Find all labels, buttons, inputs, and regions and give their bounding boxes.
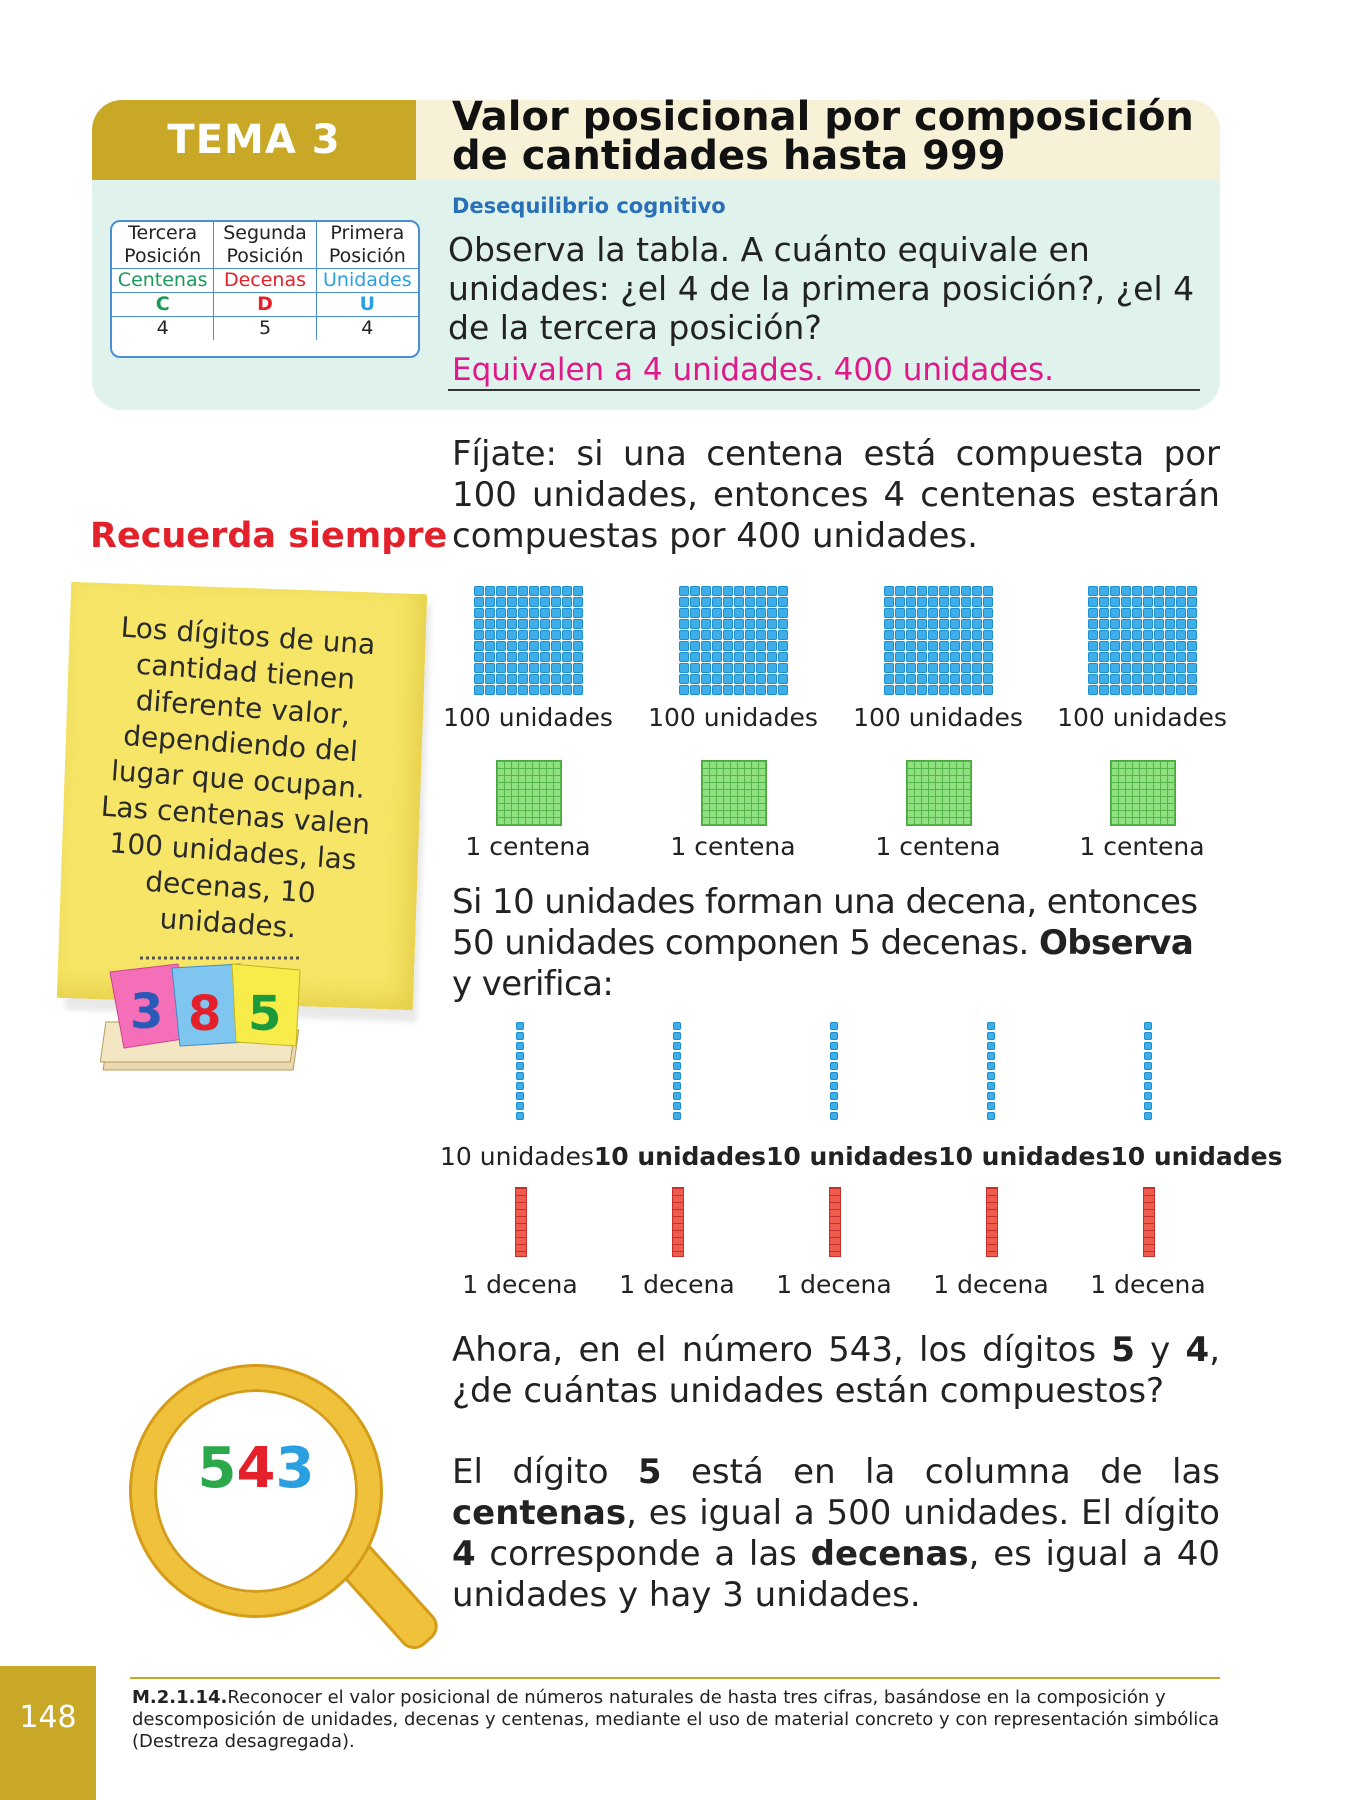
- ten-unit-rod: [673, 1022, 681, 1120]
- tens-intro-text: y verifica:: [452, 964, 614, 1004]
- ahora-text: Ahora, en el número 543, los dígitos: [452, 1330, 1112, 1370]
- magnifier-digit: 4: [236, 1436, 276, 1501]
- tens-intro-bold: Observa: [1038, 923, 1194, 963]
- tema-label: TEMA 3: [92, 100, 416, 180]
- section-subtitle: Desequilibrio cognitivo: [452, 194, 726, 218]
- flat-label: 100 unidades: [853, 703, 1023, 732]
- calendar-digit: 5: [248, 986, 282, 1042]
- centena-cube: [496, 760, 562, 826]
- table-cell: D: [214, 293, 316, 317]
- centena-label: 1 centena: [1079, 832, 1205, 861]
- digito-text: , es igual a 40 unidades y hay 3 unidades.: [452, 1534, 1220, 1615]
- centena-label: 1 centena: [465, 832, 591, 861]
- table-row: [112, 317, 418, 340]
- digito-text: corresponde a las: [475, 1534, 811, 1574]
- decena-rod: [1143, 1187, 1155, 1257]
- answer-underline: [448, 389, 1200, 391]
- rod-label: 10 unidades: [1110, 1142, 1283, 1171]
- table-cell: Posición: [214, 245, 316, 269]
- rod-label: 10 unidades: [593, 1142, 767, 1171]
- decena-rod: [986, 1187, 998, 1257]
- ten-unit-rod: [830, 1022, 838, 1120]
- sticky-note-text: Los dígitos de una cantidad tienen diferente valor, dependiendo del lugar que ocupan. Las centenas valen 100 unidades, las decenas, 10 unidades.: [99, 610, 377, 945]
- table-row: [112, 269, 418, 293]
- centena-cube: [1110, 760, 1176, 826]
- ahora-text: , ¿de cuántas unidades están compuestos?: [452, 1330, 1220, 1411]
- hundred-flat: [882, 584, 995, 697]
- centena-label: 1 centena: [875, 832, 1001, 861]
- table-cell: Posición: [112, 245, 214, 269]
- calendar-illustration: [100, 950, 330, 1080]
- digito-bold: decenas: [810, 1534, 969, 1574]
- answer-text: Equivalen a 4 unidades. 400 unidades.: [452, 352, 1055, 388]
- decena-rod: [515, 1187, 527, 1257]
- table-cell: U: [317, 293, 418, 317]
- table-cell: 4: [112, 317, 214, 340]
- ten-unit-rod: [987, 1022, 995, 1120]
- ahora-text: y: [1134, 1330, 1186, 1370]
- digito-text: , es igual a 500 unidades. El dígito: [626, 1493, 1220, 1533]
- fijate-paragraph: Fíjate: si una centena está compuesta por 100 unidades, entonces 4 centenas estarán compuestas por 400 unidades.: [452, 434, 1220, 556]
- magnifier-number: [154, 1436, 358, 1501]
- table-cell: Tercera: [112, 222, 214, 245]
- digito-bold: 4: [452, 1534, 476, 1574]
- ahora-paragraph: [452, 1330, 1220, 1412]
- decena-rod: [829, 1187, 841, 1257]
- magnifier-digit: 5: [197, 1436, 237, 1501]
- centena-label: 1 centena: [670, 832, 796, 861]
- digito-bold: centenas: [452, 1493, 627, 1533]
- place-value-table: [110, 220, 420, 358]
- table-cell: Segunda: [214, 222, 316, 245]
- table-cell: C: [112, 293, 214, 317]
- digito-text: está en la columna de las: [661, 1452, 1221, 1492]
- footer-code: M.2.1.14.: [132, 1687, 228, 1708]
- flat-label: 100 unidades: [443, 703, 613, 732]
- ten-unit-rod: [516, 1022, 524, 1120]
- flat-label: 100 unidades: [648, 703, 818, 732]
- decena-label: 1 decena: [462, 1270, 578, 1299]
- tens-intro-text: Si 10 unidades forman una decena, entonces 50 unidades componen 5 decenas.: [452, 882, 1198, 963]
- decena-label: 1 decena: [619, 1270, 735, 1299]
- table-row: [112, 245, 418, 269]
- table-cell: 5: [214, 317, 316, 340]
- rod-label: 10 unidades: [440, 1142, 594, 1171]
- question-text: Observa la tabla. A cuánto equivale en unidades: ¿el 4 de la primera posición?, ¿el 4 de la tercera posición?: [448, 230, 1195, 347]
- hundred-flat: [1086, 584, 1199, 697]
- ahora-bold: 4: [1185, 1330, 1210, 1370]
- digito-bold: 5: [637, 1452, 662, 1492]
- table-row: [112, 222, 418, 245]
- rod-label: 10 unidades: [766, 1142, 939, 1171]
- recuerda-title: Recuerda siempre: [90, 516, 448, 556]
- table-cell: Unidades: [317, 269, 418, 293]
- decena-rod: [672, 1187, 684, 1257]
- tens-intro-paragraph: [452, 882, 1220, 1005]
- calendar-digit: 8: [188, 986, 222, 1042]
- table-cell: Posición: [317, 245, 418, 269]
- page-title: Valor posicional por composición de cantidades hasta 999: [452, 94, 1194, 179]
- decena-label: 1 decena: [933, 1270, 1049, 1299]
- digito-paragraph: [452, 1452, 1220, 1616]
- footer-divider: [130, 1677, 1220, 1679]
- digito-text: El dígito: [452, 1452, 638, 1492]
- rod-labels-row: [440, 1142, 1283, 1176]
- table-cell: Decenas: [214, 269, 316, 293]
- rod-label: 10 unidades: [938, 1142, 1111, 1171]
- footer-text: [132, 1687, 1222, 1753]
- hundred-flat: [472, 584, 585, 697]
- table-row: [112, 293, 418, 317]
- table-cell: Centenas: [112, 269, 214, 293]
- centena-cube: [701, 760, 767, 826]
- magnifier-digit: 3: [275, 1436, 315, 1501]
- ten-unit-rod: [1144, 1022, 1152, 1120]
- table-cell: 4: [361, 317, 374, 339]
- table-cell: Primera: [330, 222, 405, 244]
- page-number: 148: [19, 1700, 77, 1735]
- centena-cube: [906, 760, 972, 826]
- hundred-flat: [677, 584, 790, 697]
- flat-label: 100 unidades: [1057, 703, 1227, 732]
- ahora-bold: 5: [1111, 1330, 1135, 1370]
- calendar-digit: 3: [130, 984, 164, 1040]
- footer-description: Reconocer el valor posicional de números naturales de hasta tres cifras, basándose en la composición y descomposición de unidades, decenas y centenas, mediante el uso de material concreto y con representación simbólica (Destreza desagregada).: [132, 1687, 1220, 1752]
- decena-label: 1 decena: [1090, 1270, 1206, 1299]
- decena-label: 1 decena: [776, 1270, 892, 1299]
